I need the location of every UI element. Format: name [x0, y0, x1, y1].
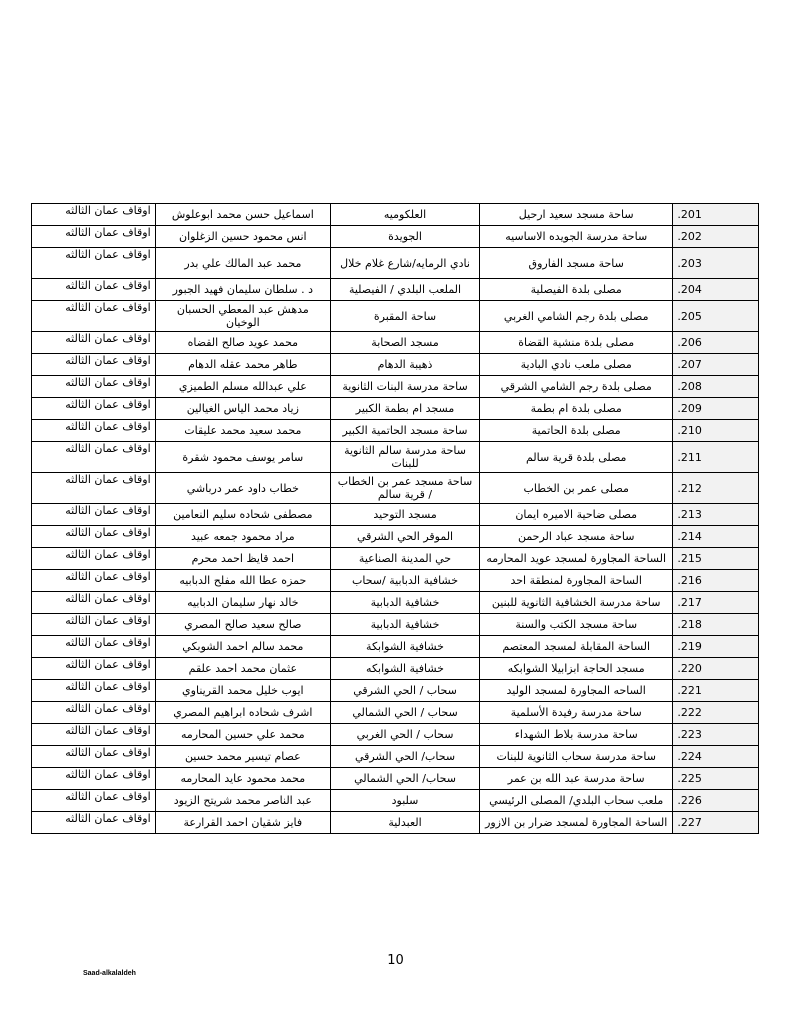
- person-cell: ايوب خليل محمد القريناوي: [155, 680, 330, 702]
- authority-cell: اوقاف عمان الثالثه: [32, 442, 156, 473]
- row-number-cell: .211: [673, 442, 759, 473]
- area-cell: ساحة المقبرة: [331, 301, 480, 332]
- row-number-cell: .222: [673, 702, 759, 724]
- person-cell: عصام تيسير محمد حسين: [155, 746, 330, 768]
- authority-cell: اوقاف عمان الثالثه: [32, 204, 156, 226]
- authority-cell: اوقاف عمان الثالثه: [32, 332, 156, 354]
- row-number-cell: .221: [673, 680, 759, 702]
- area-cell: مسجد الصحابة: [331, 332, 480, 354]
- table-row: [32, 279, 759, 301]
- area-cell: سحاب / الحي الشمالي: [331, 702, 480, 724]
- row-number-cell: .212: [673, 473, 759, 504]
- place-cell: مصلى بلدة قرية سالم: [480, 442, 673, 473]
- row-number-cell: .218: [673, 614, 759, 636]
- table-row: [32, 702, 759, 724]
- authority-cell: اوقاف عمان الثالثه: [32, 658, 156, 680]
- area-cell: خشافية الشوابكه: [331, 658, 480, 680]
- place-cell: ساحة مدرسة عبد الله بن عمر: [480, 768, 673, 790]
- place-cell: الساحة المجاورة لمسجد عويد المحارمه: [480, 548, 673, 570]
- area-cell: مسجد التوحيد: [331, 504, 480, 526]
- table-row: [32, 548, 759, 570]
- place-cell: ساحة مدرسة الخشافية الثانوية للبنين: [480, 592, 673, 614]
- table-row: [32, 420, 759, 442]
- table-row: [32, 680, 759, 702]
- table-row: [32, 724, 759, 746]
- authority-cell: اوقاف عمان الثالثه: [32, 504, 156, 526]
- area-cell: الجويدة: [331, 226, 480, 248]
- row-number-cell: .208: [673, 376, 759, 398]
- table-row: [32, 592, 759, 614]
- place-cell: الساحه المجاورة لمسجد الوليد: [480, 680, 673, 702]
- person-cell: محمد سعيد محمد عليقات: [155, 420, 330, 442]
- row-number-cell: .204: [673, 279, 759, 301]
- person-cell: صالح سعيد صالح المصري: [155, 614, 330, 636]
- authority-cell: اوقاف عمان الثالثه: [32, 812, 156, 834]
- place-cell: مصلى بلدة رجم الشامي الغربي: [480, 301, 673, 332]
- area-cell: مسجد ام بطمة الكبير: [331, 398, 480, 420]
- authority-cell: اوقاف عمان الثالثه: [32, 473, 156, 504]
- person-cell: علي عبدالله مسلم الطميزي: [155, 376, 330, 398]
- place-cell: مصلى بلدة منشية القضاة: [480, 332, 673, 354]
- table-row: [32, 398, 759, 420]
- person-cell: محمد عويد صالح القضاه: [155, 332, 330, 354]
- place-cell: مصلى بلدة رجم الشامي الشرقي: [480, 376, 673, 398]
- person-cell: مدهش عبد المعطي الحسبان الوخيان: [155, 301, 330, 332]
- area-cell: ذهيبة الدهام: [331, 354, 480, 376]
- area-cell: ساحة مدرسة سالم الثانوية للبنات: [331, 442, 480, 473]
- row-number-cell: .219: [673, 636, 759, 658]
- table-row: [32, 636, 759, 658]
- person-cell: حمزه عطا الله مفلح الدبابيه: [155, 570, 330, 592]
- page-number: 10: [387, 953, 404, 968]
- row-number-cell: .220: [673, 658, 759, 680]
- authority-cell: اوقاف عمان الثالثه: [32, 724, 156, 746]
- area-cell: ساحة مدرسة البنات الثانوية: [331, 376, 480, 398]
- area-cell: خشافية الشوابكة: [331, 636, 480, 658]
- person-cell: اشرف شحاده ابراهيم المصري: [155, 702, 330, 724]
- place-cell: الساحة المجاورة لمسجد ضرار بن الازور: [480, 812, 673, 834]
- area-cell: سحاب/ الحي الشمالي: [331, 768, 480, 790]
- table-row: [32, 376, 759, 398]
- area-cell: خشافية الدبابية: [331, 592, 480, 614]
- authority-cell: اوقاف عمان الثالثه: [32, 592, 156, 614]
- authority-cell: اوقاف عمان الثالثه: [32, 790, 156, 812]
- person-cell: زياد محمد الياس الغيالين: [155, 398, 330, 420]
- row-number-cell: .225: [673, 768, 759, 790]
- place-cell: مصلى ملعب نادي البادية: [480, 354, 673, 376]
- area-cell: سحاب / الحي الغربي: [331, 724, 480, 746]
- place-cell: مصلى بلدة ام بطمة: [480, 398, 673, 420]
- authority-cell: اوقاف عمان الثالثه: [32, 376, 156, 398]
- authority-cell: اوقاف عمان الثالثه: [32, 354, 156, 376]
- area-cell: العبدلية: [331, 812, 480, 834]
- authority-cell: اوقاف عمان الثالثه: [32, 526, 156, 548]
- table-row: [32, 332, 759, 354]
- person-cell: اسماعيل حسن محمد ابوعلوش: [155, 204, 330, 226]
- authority-cell: اوقاف عمان الثالثه: [32, 746, 156, 768]
- row-number-cell: .213: [673, 504, 759, 526]
- area-cell: ساحة مسجد عمر بن الخطاب / قرية سالم: [331, 473, 480, 504]
- table-row: [32, 746, 759, 768]
- locations-table: [31, 203, 759, 834]
- place-cell: مصلى بلدة الحاتمية: [480, 420, 673, 442]
- table-row: [32, 301, 759, 332]
- table-row: [32, 570, 759, 592]
- row-number-cell: .217: [673, 592, 759, 614]
- place-cell: مصلى بلدة الفيصلية: [480, 279, 673, 301]
- authority-cell: اوقاف عمان الثالثه: [32, 301, 156, 332]
- authority-cell: اوقاف عمان الثالثه: [32, 248, 156, 279]
- table-row: [32, 248, 759, 279]
- table-row: [32, 226, 759, 248]
- place-cell: مصلى ضاحية الاميره ايمان: [480, 504, 673, 526]
- person-cell: سامر يوسف محمود شقرة: [155, 442, 330, 473]
- row-number-cell: .203: [673, 248, 759, 279]
- authority-cell: اوقاف عمان الثالثه: [32, 279, 156, 301]
- authority-cell: اوقاف عمان الثالثه: [32, 614, 156, 636]
- person-cell: خطاب داود عمر درباشي: [155, 473, 330, 504]
- row-number-cell: .224: [673, 746, 759, 768]
- person-cell: د . سلطان سليمان فهيد الجبور: [155, 279, 330, 301]
- row-number-cell: .223: [673, 724, 759, 746]
- row-number-cell: .226: [673, 790, 759, 812]
- area-cell: نادي الرمايه/شارع غلام خلال: [331, 248, 480, 279]
- place-cell: ساحة مسجد الكتب والسنة: [480, 614, 673, 636]
- place-cell: ساحة مدرسة بلاط الشهداء: [480, 724, 673, 746]
- row-number-cell: .201: [673, 204, 759, 226]
- area-cell: سلبود: [331, 790, 480, 812]
- place-cell: الساحة المجاورة لمنطقة احد: [480, 570, 673, 592]
- person-cell: محمد محمود عايد المحارمه: [155, 768, 330, 790]
- person-cell: عبد الناصر محمد شريتح الزيود: [155, 790, 330, 812]
- authority-cell: اوقاف عمان الثالثه: [32, 570, 156, 592]
- table-row: [32, 473, 759, 504]
- table-row: [32, 812, 759, 834]
- table-row: [32, 614, 759, 636]
- row-number-cell: .214: [673, 526, 759, 548]
- authority-cell: اوقاف عمان الثالثه: [32, 226, 156, 248]
- area-cell: ساحة مسجد الحاتمية الكبير: [331, 420, 480, 442]
- place-cell: مصلى عمر بن الخطاب: [480, 473, 673, 504]
- table-row: [32, 658, 759, 680]
- table-row: [32, 768, 759, 790]
- place-cell: الساحة المقابلة لمسجد المعتصم: [480, 636, 673, 658]
- person-cell: فايز شقيان احمد القرارعة: [155, 812, 330, 834]
- table-row: [32, 204, 759, 226]
- place-cell: ساحة مسجد الفاروق: [480, 248, 673, 279]
- row-number-cell: .207: [673, 354, 759, 376]
- area-cell: سحاب / الحي الشرقي: [331, 680, 480, 702]
- authority-cell: اوقاف عمان الثالثه: [32, 636, 156, 658]
- table-row: [32, 504, 759, 526]
- place-cell: ملعب سحاب البلدي/ المصلى الرئيسي: [480, 790, 673, 812]
- table-row: [32, 526, 759, 548]
- area-cell: العلكوميه: [331, 204, 480, 226]
- area-cell: خشافية الدبابية /سحاب: [331, 570, 480, 592]
- authority-cell: اوقاف عمان الثالثه: [32, 548, 156, 570]
- person-cell: محمد عبد المالك علي بدر: [155, 248, 330, 279]
- row-number-cell: .205: [673, 301, 759, 332]
- row-number-cell: .202: [673, 226, 759, 248]
- table-row: [32, 790, 759, 812]
- authority-cell: اوقاف عمان الثالثه: [32, 702, 156, 724]
- area-cell: خشافية الدبابية: [331, 614, 480, 636]
- person-cell: خالد نهار سليمان الدبابيه: [155, 592, 330, 614]
- area-cell: الموقر الحي الشرقي: [331, 526, 480, 548]
- authority-cell: اوقاف عمان الثالثه: [32, 768, 156, 790]
- authority-cell: اوقاف عمان الثالثه: [32, 680, 156, 702]
- place-cell: ساحة مسجد عباد الرحمن: [480, 526, 673, 548]
- footer-author: Saad-alkalaldeh: [83, 970, 136, 977]
- table-row: [32, 354, 759, 376]
- area-cell: حي المدينة الصناعية: [331, 548, 480, 570]
- row-number-cell: .216: [673, 570, 759, 592]
- area-cell: الملعب البلدي / الفيصلية: [331, 279, 480, 301]
- place-cell: ساحة مدرسة سحاب الثانوية للبنات: [480, 746, 673, 768]
- row-number-cell: .215: [673, 548, 759, 570]
- place-cell: ساحة مدرسة الجويده الاساسيه: [480, 226, 673, 248]
- authority-cell: اوقاف عمان الثالثه: [32, 398, 156, 420]
- area-cell: سحاب/ الحي الشرقي: [331, 746, 480, 768]
- place-cell: ساحة مدرسة رفيدة الأسلمية: [480, 702, 673, 724]
- place-cell: مسجد الحاجة ابزابيلا الشوابكه: [480, 658, 673, 680]
- place-cell: ساحة مسجد سعيد ارحيل: [480, 204, 673, 226]
- row-number-cell: .210: [673, 420, 759, 442]
- person-cell: عثمان محمد احمد علقم: [155, 658, 330, 680]
- row-number-cell: .206: [673, 332, 759, 354]
- locations-table-body: [32, 204, 759, 834]
- person-cell: طاهر محمد عقله الدهام: [155, 354, 330, 376]
- person-cell: انس محمود حسين الزغلوان: [155, 226, 330, 248]
- person-cell: احمد قايظ احمد محرم: [155, 548, 330, 570]
- person-cell: مصطفى شحاده سليم النعامين: [155, 504, 330, 526]
- person-cell: محمد سالم احمد الشوبكي: [155, 636, 330, 658]
- authority-cell: اوقاف عمان الثالثه: [32, 420, 156, 442]
- table-row: [32, 442, 759, 473]
- row-number-cell: .227: [673, 812, 759, 834]
- person-cell: محمد علي حسين المحارمه: [155, 724, 330, 746]
- person-cell: مراد محمود جمعه عبيد: [155, 526, 330, 548]
- row-number-cell: .209: [673, 398, 759, 420]
